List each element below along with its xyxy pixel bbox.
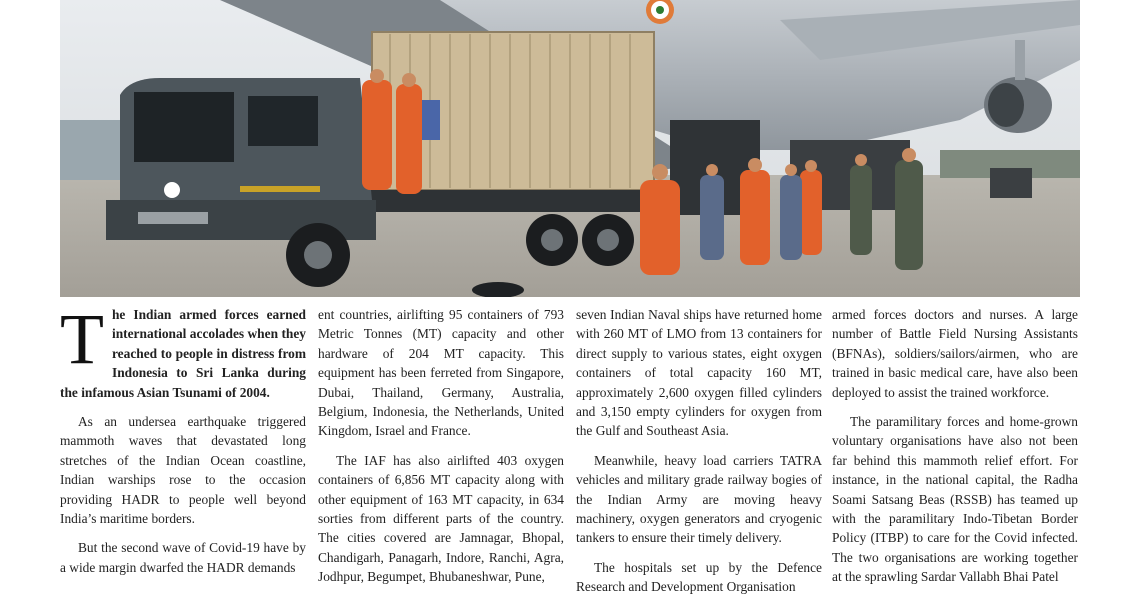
article-paragraph: Meanwhile, heavy load carriers TATRA vehicles and military grade railway bogies of the Indian Army are moving heavy machinery, oxygen generators and cryogenic tankers to ensure their timely delivery. [576,452,822,546]
article-paragraph: The paramilitary forces and home-grown voluntary organisations have also not been far behind this mammoth relief effort. For instance, in the national capital, the Radha Soami Satsang Beas (RSSB) has teamed up with the paramilitary Indo-Tibetan Border Policy (ITBP) to care for the Covid infected. The two organisations are working together at the sprawling Sardar Vallabh Bhai Patel [832,414,1078,585]
article-paragraph: The IAF has also airlifted 403 oxygen containers of 6,856 MT capacity along with other equipment of 163 MT capacity, in 634 sorties from different parts of the country. The cities covered are Jamnagar, Bhopal, Chandigarh, Panagarh, Indore, Ranchi, Agra, Jodhpur, Begumpet, Bhubaneshwar, Pune, [318,452,564,585]
article-column-1 [60,299,306,587]
article-paragraph: The hospitals set up by the Defence Research and Development Organisation [576,559,822,595]
article-paragraph: As an undersea earthquake triggered mammoth waves that devastated long stretches of the Indian Ocean coastline, Indian warships rose to the occasion providing HADR to people well beyond India’s maritime borders. [60,414,306,527]
news-photo-aircraft-unloading [60,0,1080,297]
drop-cap: T [60,299,104,379]
article-column-3 [576,305,822,607]
article-column-2 [318,305,564,597]
article-paragraph: seven Indian Naval ships have returned home with 260 MT of LMO from 13 containers for direct supply to various states, eight oxygen containers of total capacity 160 MT, approximately 2,600 oxygen filled cylinders and 3,150 empty cylinders for oxygen from the Gulf and Southeast Asia. [576,307,822,439]
article-paragraph: But the second wave of Covid-19 have by a wide margin dwarfed the HADR demands [60,540,306,575]
article-column-4 [832,305,1078,597]
article-paragraph: ent countries, airlifting 95 containers of 793 Metric Tonnes (MT) capacity and other hardware of 204 MT capacity. This equipment has been ferreted from Singapore, Dubai, Thailand, Germany, Australia, Belgium, Indonesia, the Netherlands, United Kingdom, Israel and France. [318,307,564,439]
article-lead-paragraph [60,299,306,402]
lead-text: he Indian armed forces earned international accolades when they reached to people in distress from Indonesia to Sri Lanka during the infamous Asian Tsunami of 2004. [60,307,306,400]
article-paragraph: armed forces doctors and nurses. A large number of Battle Field Nursing Assistants (BFNAs), soldiers/sailors/airmen, who are trained in basic medical care, have also been deployed to assist the trained workforce. [832,307,1078,400]
